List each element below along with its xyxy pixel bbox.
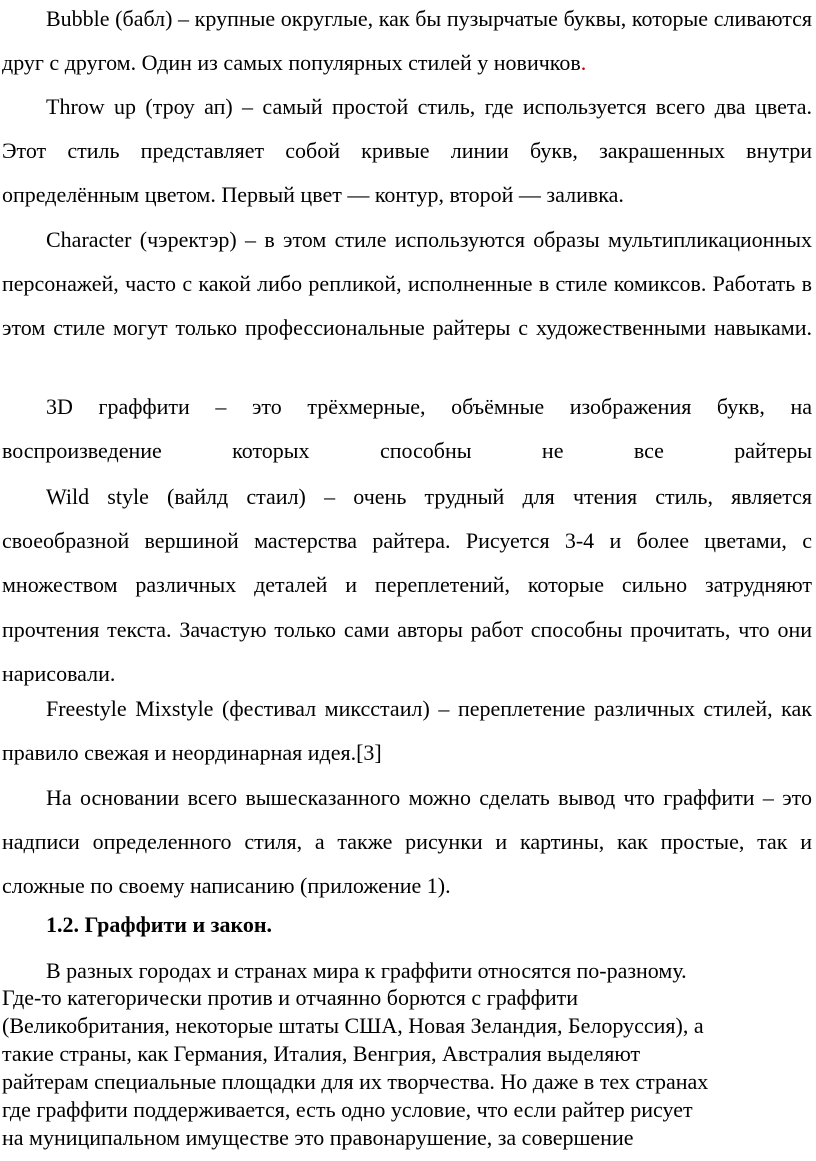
law-line-5: райтерам специальные площадки для их творчества. Но даже в тех странах	[2, 1069, 709, 1094]
paragraph-bubble-period: .	[580, 50, 587, 76]
law-line-7: на муниципальном имуществе это правонарушение, за совершение	[2, 1125, 634, 1150]
paragraph-bubble	[2, 0, 812, 85]
law-line-4: такие страны, как Германия, Италия, Венгрия, Австралия выделяют	[2, 1041, 641, 1066]
paragraph-character: Character (чэректэр) – в этом стиле используются образы мультипликационных персонажей, часто с какой либо репликой, исполненные в стиле комиксов. Работать в этом стиле могут только профессиональные райтеры с художественными навыками.	[2, 227, 812, 341]
section-heading: 1.2. Граффити и закон.	[46, 912, 273, 937]
paragraph-freestyle: Freestyle Mixstyle (фестивал миксстаил) – переплетение различных стилей, как правило свежая и неординарная идея.[3]	[2, 696, 812, 766]
paragraph-wild-style: Wild style (вайлд стаил) – очень трудный для чтения стиль, является своеобразной вершиной мастерства райтера. Рисуется 3-4 и более цветами, с множеством различных деталей и переплетений, которые сильно затрудняют прочтения текста. Зачастую только сами авторы работ способны прочитать, что они нарисовали.	[2, 484, 812, 686]
paragraph-throwup: Throw up (троу ап) – самый простой стиль, где используется всего два цвета. Этот стиль представляет собой кривые линии букв, закрашенных внутри определённым цветом. Первый цвет — контур, второй — заливка.	[2, 94, 812, 208]
paragraph-3d: 3D граффити – это трёхмерные, объёмные изображения букв, на воспроизведение которых способны не все райтеры	[2, 394, 812, 464]
law-line-6: где граффити поддерживается, есть одно условие, что если райтер рисует	[2, 1097, 693, 1122]
paragraph-conclusion: На основании всего вышесказанного можно сделать вывод что граффити – это надписи определенного стиля, а также рисунки и картины, как простые, так и сложные по своему написанию (приложение 1).	[2, 785, 812, 899]
paragraph-bubble-text: Bubble (бабл) – крупные округлые, как бы пузырчатые буквы, которые сливаются друг с другом. Один из самых популярных стилей у новичков	[2, 6, 812, 76]
law-line-2: Где-то категорически против и отчаянно борются с граффити	[2, 985, 579, 1010]
law-line-3: (Великобритания, некоторые штаты США, Новая Зеландия, Белоруссия), а	[2, 1013, 704, 1038]
law-line-1: В разных городах и странах мира к граффити относятся по-разному.	[46, 958, 687, 983]
